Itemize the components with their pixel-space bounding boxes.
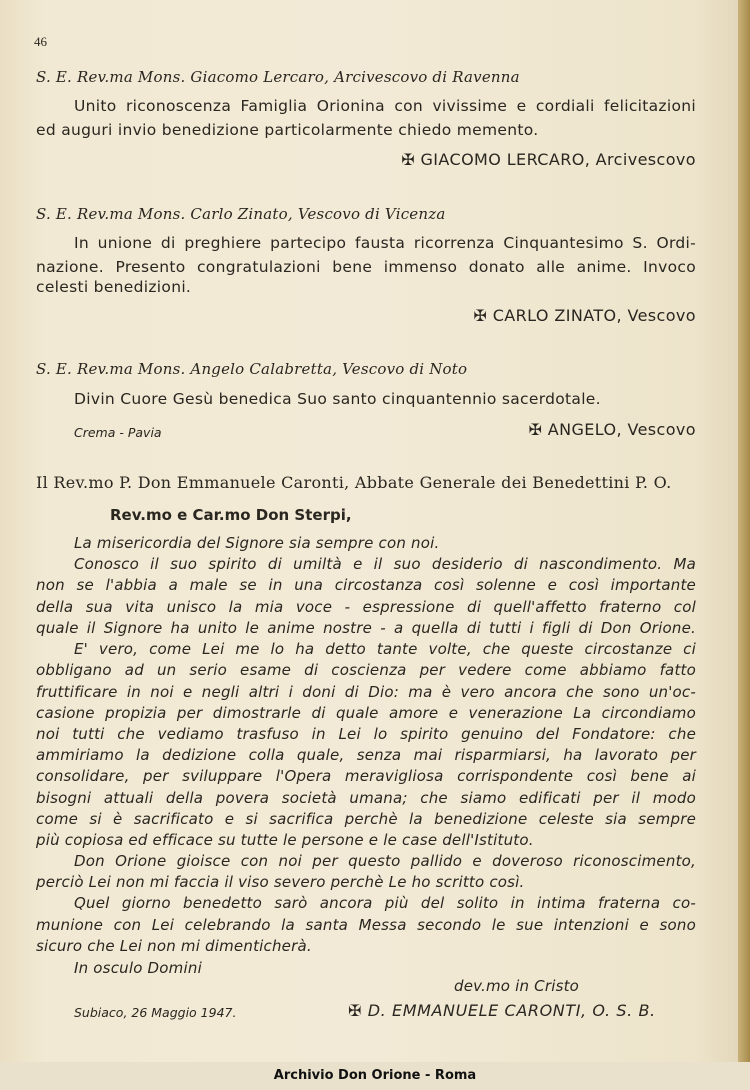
page-number: 46 xyxy=(34,34,47,49)
signature-lercaro: ✠ GIACOMO LERCARO, Arcivescovo xyxy=(401,150,696,169)
letter-line: Quel giorno benedetto sarò ancora più del solito in intima fraterna co- xyxy=(74,894,696,912)
letter-line: sicuro che Lei non mi dimenticherà. xyxy=(36,937,312,955)
telegram-origin: Crema - Pavia xyxy=(74,425,162,440)
letter-line: munione con Lei celebrando la santa Messa secondo le sue intenzioni e sono xyxy=(36,916,696,934)
letter-line: perciò Lei non mi faccia il viso severo perchè Le ho scritto così. xyxy=(36,873,525,891)
page-edge xyxy=(738,0,750,1090)
letter-line: quale il Signore ha unito le anime nostre - a quella di tutti i figli di Don Orione. xyxy=(36,619,696,637)
letter-line: obbligano ad un serio esame di coscienza per vedere come abbiamo fatto xyxy=(36,661,696,679)
letter-place-date: Subiaco, 26 Maggio 1947. xyxy=(74,1005,237,1020)
archive-footer: Archivio Don Orione - Roma xyxy=(273,1068,477,1083)
letter-heading: Il Rev.mo P. Don Emmanuele Caronti, Abbate Generale dei Benedettini P. O. xyxy=(36,473,672,492)
telegram-heading-calabretta: S. E. Rev.ma Mons. Angelo Calabretta, Vescovo di Noto xyxy=(36,360,468,378)
letter-line: Conosco il suo spirito di umiltà e il suo desiderio di nascondimento. Ma xyxy=(74,555,696,573)
telegram-line: Unito riconoscenza Famiglia Orionina con vivissime e cordiali felicitazioni xyxy=(74,97,696,115)
telegram-line: celesti benedizioni. xyxy=(36,278,192,296)
letter-line: consolidare, per sviluppare l'Opera meravigliosa corrispondente così bene ai xyxy=(36,767,696,785)
letter-line: Don Orione gioisce con noi per questo pallido e doveroso riconoscimento, xyxy=(74,852,696,870)
signature-calabretta: ✠ ANGELO, Vescovo xyxy=(528,420,696,439)
letter-line: noi tutti che vediamo trasfuso in Lei lo spirito genuino del Fondatore: che xyxy=(36,725,696,743)
telegram-heading-zinato: S. E. Rev.ma Mons. Carlo Zinato, Vescovo di Vicenza xyxy=(36,205,446,223)
telegram-line: ed auguri invio benedizione particolarmente chiedo memento. xyxy=(36,121,539,139)
letter-line: bisogni attuali della povera società umana; che siamo edificati per il modo xyxy=(36,789,696,807)
letter-line: più copiosa ed efficace su tutte le persone e le case dell'Istituto. xyxy=(36,831,534,849)
letter-line: della sua vita unisco la mia voce - espressione di quell'affetto fraterno col xyxy=(36,598,696,616)
letter-line: La misericordia del Signore sia sempre con noi. xyxy=(74,534,440,552)
letter-salutation: Rev.mo e Car.mo Don Sterpi, xyxy=(110,506,352,524)
letter-closing: dev.mo in Cristo xyxy=(454,977,580,995)
letter-line: non se l'abbia a male se in una circostanza così solenne e così importante xyxy=(36,576,696,594)
telegram-line: nazione. Presento congratulazioni bene immenso donato alle anime. Invoco xyxy=(36,258,696,276)
letter-line: casione propizia per dimostrarle di quale amore e venerazione La circondiamo xyxy=(36,704,696,722)
letter-line: ammiriamo la dedizione colla quale, senza mai risparmiarsi, ha lavorato per xyxy=(36,746,696,764)
telegram-line: In unione di preghiere partecipo fausta ricorrenza Cinquantesimo S. Ordi- xyxy=(74,234,696,252)
letter-line: E' vero, come Lei me lo ha detto tante volte, che queste circostanze ci xyxy=(74,640,696,658)
signature-zinato: ✠ CARLO ZINATO, Vescovo xyxy=(473,306,696,325)
telegram-heading-lercaro: S. E. Rev.ma Mons. Giacomo Lercaro, Arcivescovo di Ravenna xyxy=(36,68,520,86)
letter-line: come si è sacrificato e si sacrifica perchè la benedizione celeste sia sempre xyxy=(36,810,696,828)
letter-line: In osculo Domini xyxy=(74,959,202,977)
letter-line: fruttificare in noi e negli altri i doni di Dio: ma è vero ancora che sono un'oc- xyxy=(36,683,696,701)
telegram-line: Divin Cuore Gesù benedica Suo santo cinquantennio sacerdotale. xyxy=(74,390,601,408)
signature-caronti: ✠ D. EMMANUELE CARONTI, O. S. B. xyxy=(348,1001,656,1020)
